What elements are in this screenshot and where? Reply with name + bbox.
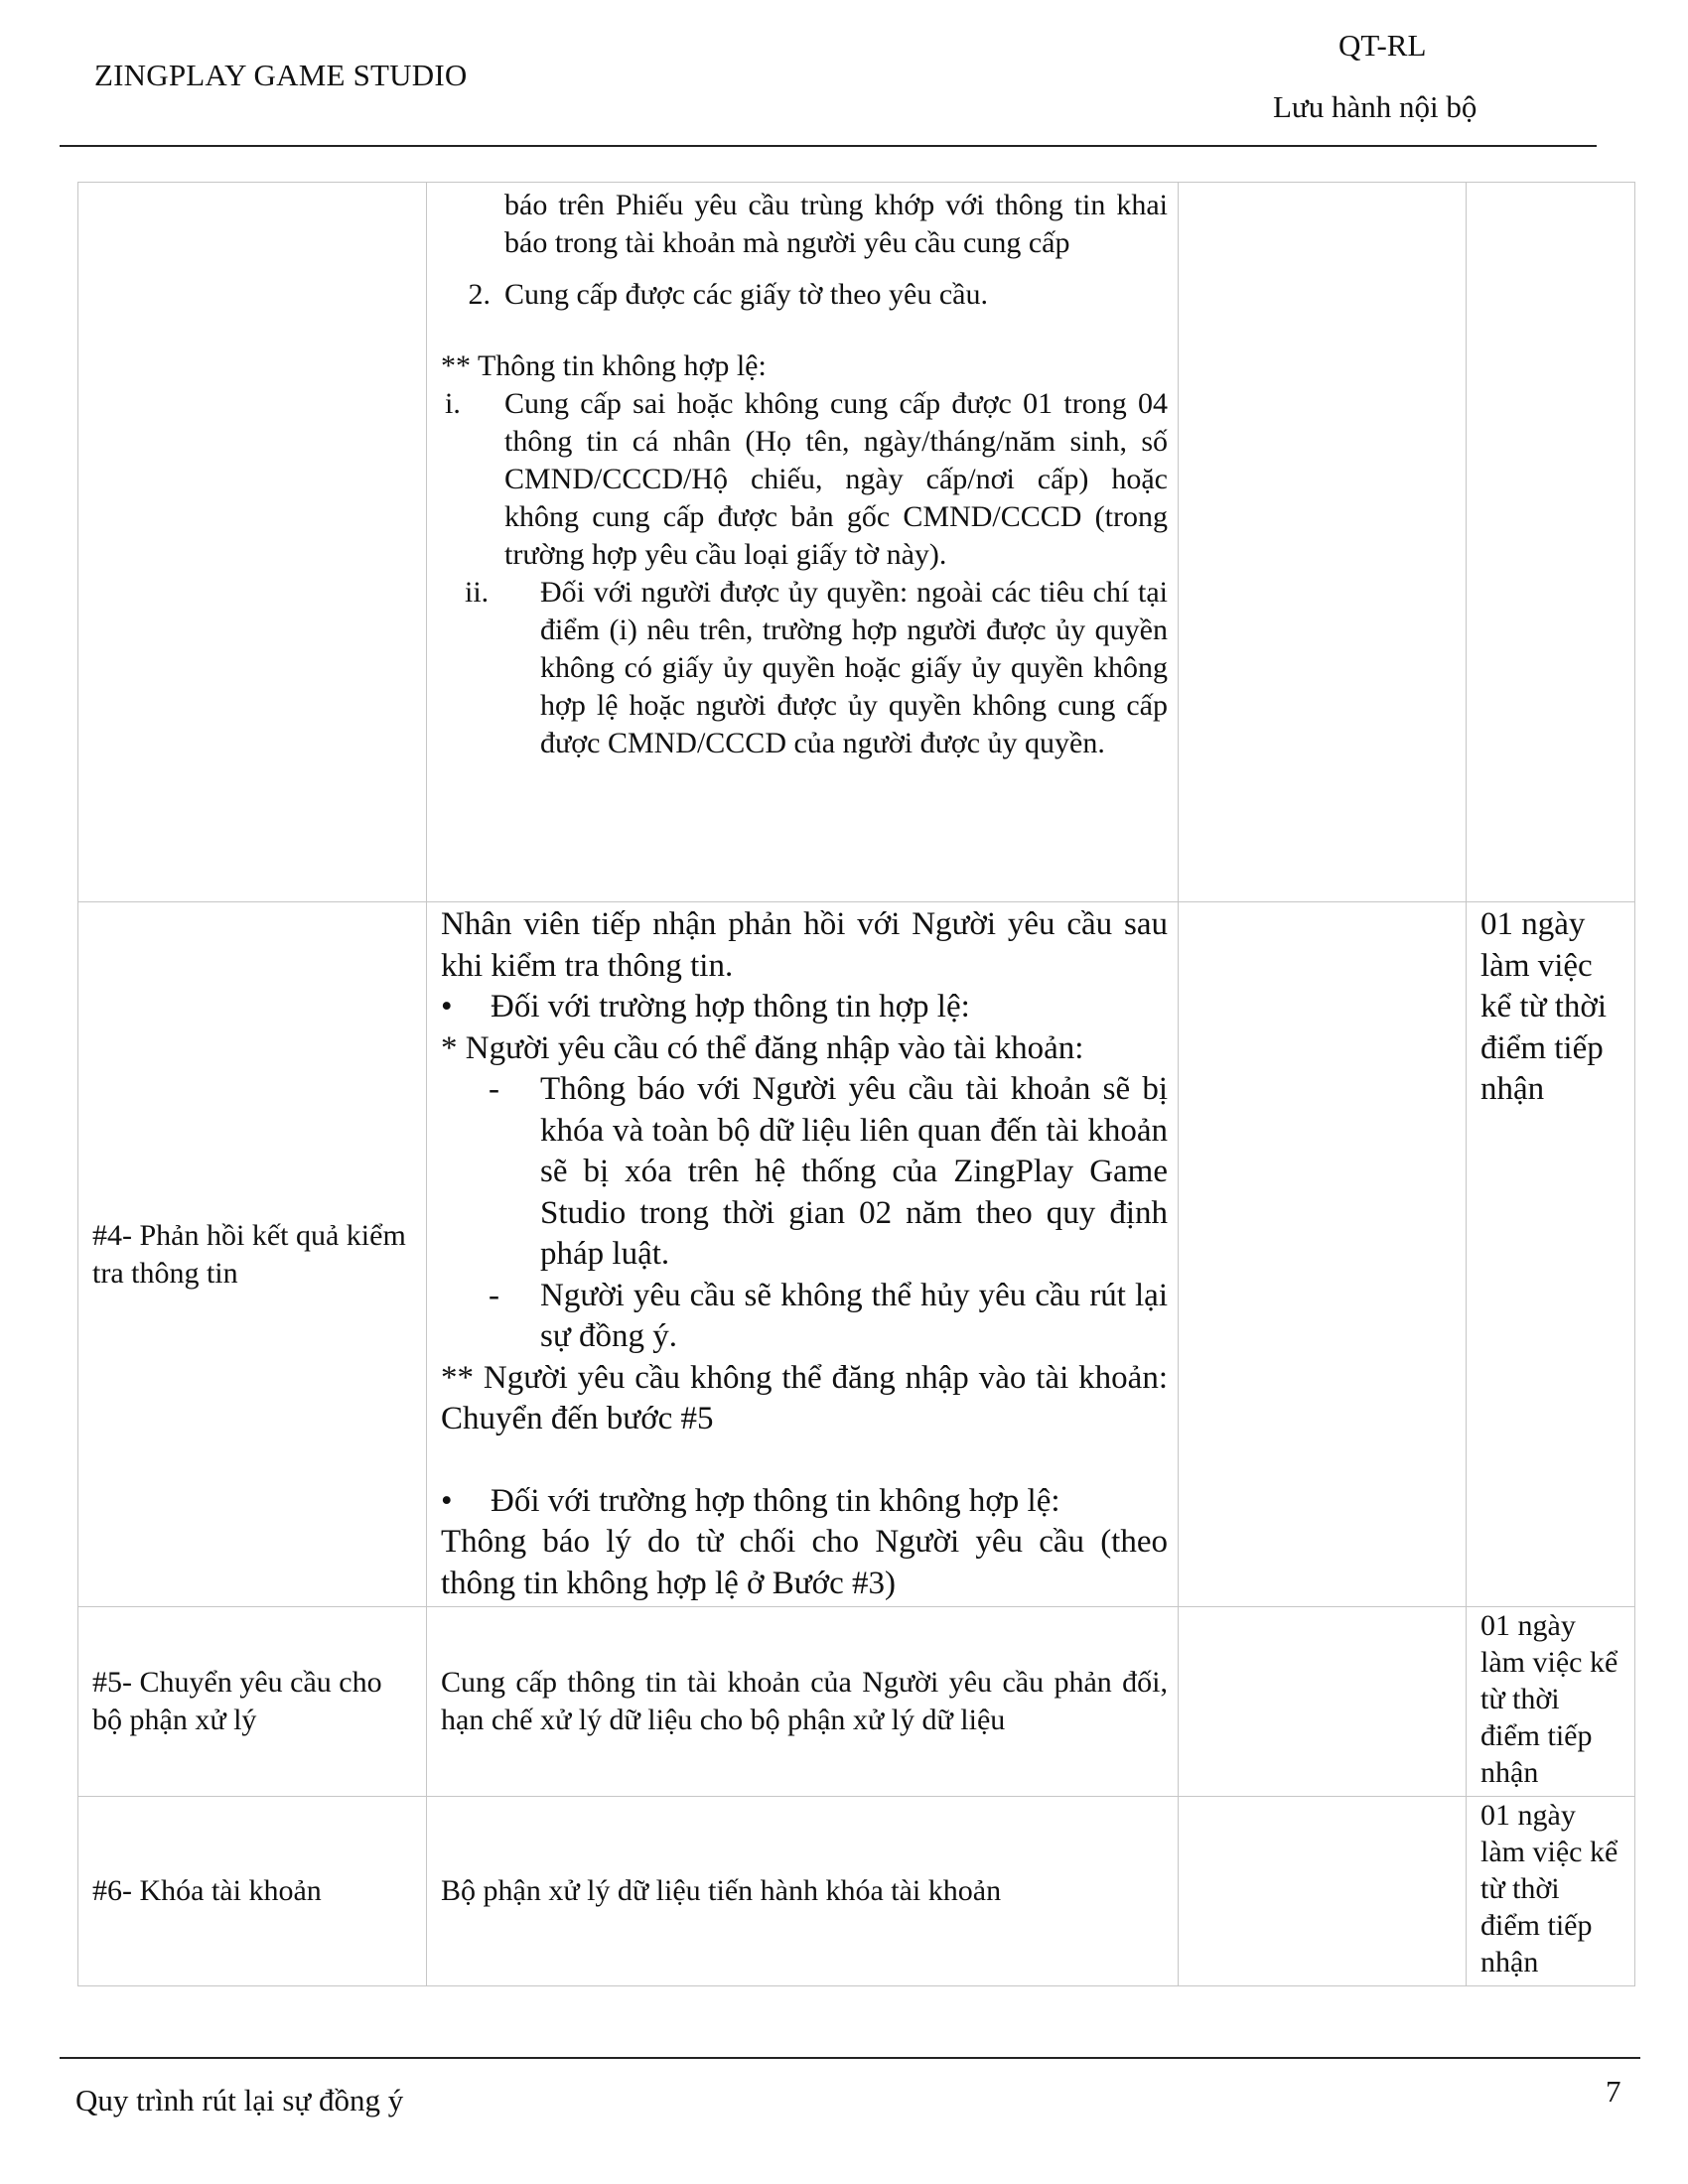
step-label: #5- Chuyển yêu cầu cho bộ phận xử lý bbox=[92, 1666, 382, 1736]
table-row-step-6 bbox=[78, 1797, 1635, 1986]
time-limit: 01 ngày làm việc kể từ thời điểm tiếp nhận bbox=[1480, 1799, 1618, 1979]
table-row-step-4 bbox=[78, 902, 1635, 1607]
step-cell bbox=[78, 902, 427, 1607]
time-cell bbox=[1467, 183, 1635, 902]
header-divider bbox=[60, 145, 1597, 147]
time-cell bbox=[1467, 902, 1635, 1607]
page-number: 7 bbox=[1606, 2074, 1621, 2109]
invalid-item-2: Đối với người được ủy quyền: ngoài các tiêu chí tại điểm (i) nêu trên, trường hợp người được ủy quyền không có giấy ủy quyền hoặc giấy ủy quyền không hợp lệ hoặc người được ủy quyền không cung cấp được CMND/CCCD của người được ủy quyền. bbox=[540, 576, 1168, 759]
step-5-description: Cung cấp thông tin tài khoản của Người yêu cầu phản đối, hạn chế xử lý dữ liệu cho bộ phận xử lý dữ liệu bbox=[441, 1666, 1168, 1736]
footer-divider bbox=[60, 2057, 1640, 2059]
description-cell bbox=[427, 183, 1179, 902]
circulation-note: Lưu hành nội bộ bbox=[1273, 89, 1477, 124]
description-cell bbox=[427, 1607, 1179, 1797]
step-cell bbox=[78, 183, 427, 902]
actor-cell bbox=[1179, 183, 1467, 902]
company-name: ZINGPLAY GAME STUDIO bbox=[94, 58, 468, 92]
login-case-heading: * Người yêu cầu có thể đăng nhập vào tài khoản: bbox=[441, 1029, 1084, 1066]
description-cell bbox=[427, 1797, 1179, 1986]
step-6-description: Bộ phận xử lý dữ liệu tiến hành khóa tài khoản bbox=[441, 1874, 1002, 1907]
reject-notice: Thông báo lý do từ chối cho Người yêu cầu (theo thông tin không hợp lệ ở Bước #3) bbox=[441, 1524, 1168, 1601]
step-cell bbox=[78, 1797, 427, 1986]
no-login-case: ** Người yêu cầu không thể đăng nhập vào tài khoản: Chuyển đến bước #5 bbox=[441, 1359, 1168, 1436]
bullet-marker: • bbox=[441, 1482, 453, 1519]
table-row-continued bbox=[78, 183, 1635, 902]
valid-case-label: Đối với trường hợp thông tin hợp lệ: bbox=[491, 989, 970, 1024]
step-label: #6- Khóa tài khoản bbox=[92, 1874, 322, 1907]
list-marker: i. bbox=[445, 387, 461, 420]
actor-cell bbox=[1179, 1797, 1467, 1986]
dash-marker: - bbox=[489, 1277, 499, 1313]
invalid-info-heading: ** Thông tin không hợp lệ: bbox=[441, 349, 767, 382]
continued-text: báo trên Phiếu yêu cầu trùng khớp với thông tin khai báo trong tài khoản mà người yêu cầu cung cấp bbox=[504, 189, 1168, 259]
time-limit: 01 ngày làm việc kể từ thời điểm tiếp nhận bbox=[1480, 1609, 1618, 1789]
time-limit: 01 ngày làm việc kể từ thời điểm tiếp nhận bbox=[1480, 906, 1607, 1107]
dash-item-1: Thông báo với Người yêu cầu tài khoản sẽ bị khóa và toàn bộ dữ liệu liên quan đến tài khoản sẽ bị xóa trên hệ thống của ZingPlay Game Studio trong thời gian 02 năm theo quy định pháp luật. bbox=[540, 1071, 1168, 1272]
actor-cell bbox=[1179, 1607, 1467, 1797]
step-cell bbox=[78, 1607, 427, 1797]
table-row-step-5 bbox=[78, 1607, 1635, 1797]
step-4-intro: Nhân viên tiếp nhận phản hồi với Người yêu cầu sau khi kiểm tra thông tin. bbox=[441, 906, 1168, 984]
dash-marker: - bbox=[489, 1071, 499, 1107]
valid-item-2: Cung cấp được các giấy tờ theo yêu cầu. bbox=[504, 278, 988, 311]
procedure-table bbox=[77, 182, 1635, 1986]
description-cell bbox=[427, 902, 1179, 1607]
time-cell bbox=[1467, 1797, 1635, 1986]
document-code: QT-RL bbox=[1338, 28, 1427, 63]
dash-item-2: Người yêu cầu sẽ không thể hủy yêu cầu rút lại sự đồng ý. bbox=[540, 1277, 1168, 1354]
invalid-case-label: Đối với trường hợp thông tin không hợp lệ: bbox=[491, 1482, 1060, 1519]
footer-document-title: Quy trình rút lại sự đồng ý bbox=[75, 2083, 404, 2117]
list-marker: 2. bbox=[468, 278, 491, 311]
actor-cell bbox=[1179, 902, 1467, 1607]
bullet-marker: • bbox=[441, 989, 453, 1024]
invalid-item-1: Cung cấp sai hoặc không cung cấp được 01 trong 04 thông tin cá nhân (Họ tên, ngày/tháng/năm sinh, số CMND/CCCD/Hộ chiếu, ngày cấp/nơi cấp) hoặc không cung cấp được bản gốc CMND/CCCD (trong trường hợp yêu cầu loại giấy tờ này). bbox=[504, 387, 1168, 571]
step-label: #4- Phản hồi kết quả kiểm tra thông tin bbox=[92, 1218, 406, 1290]
time-cell bbox=[1467, 1607, 1635, 1797]
list-marker: ii. bbox=[465, 576, 490, 609]
